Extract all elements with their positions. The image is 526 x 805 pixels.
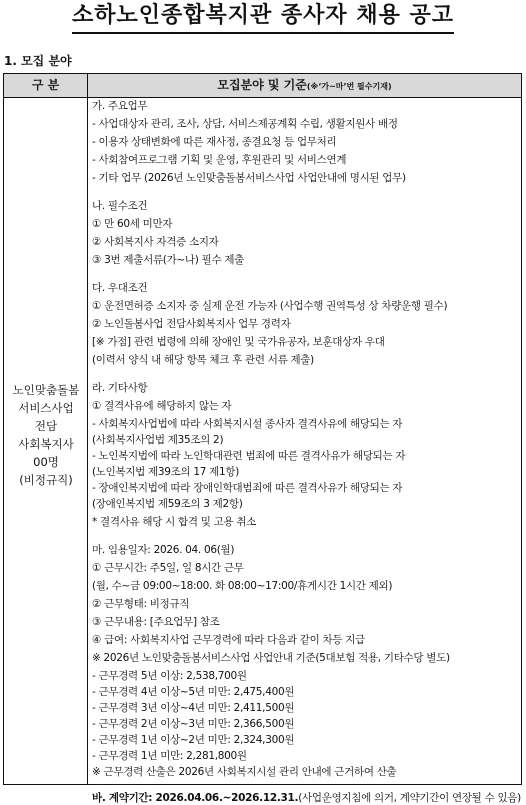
criteria-line: - 사회참여프로그램 기획 및 운영, 후원관리 및 서비스연계: [92, 154, 347, 166]
table-header: [4, 74, 521, 98]
criteria-line: ③ 근무내용: [주요업무] 참조: [92, 616, 220, 628]
criteria-line: * 결격사유 해당 시 합격 및 고용 취소: [92, 516, 257, 528]
criteria-line: ① 근무시간: 주5일, 일 8시간 근무: [92, 562, 244, 574]
criteria-line: - 근무경력 1년 이상~2년 미만: 2,324,300원: [92, 734, 295, 746]
criteria-line: (장애인복지법 제59조의 3 제2항): [92, 498, 243, 510]
criteria-line: 다. 우대조건: [92, 282, 148, 294]
criteria-line: 가. 주요업무: [92, 100, 148, 112]
criteria-line: (월, 수~금 09:00~18:00. 화 08:00~17:00/휴게시간 1시간 제외): [92, 580, 393, 592]
header-criteria-main: 모집분야 및 기준: [217, 78, 307, 92]
criteria-line: ① 운전면허증 소지자 중 실제 운전 가능자 (사업수행 권역특성 상 차량운행 필수): [92, 300, 448, 312]
criteria-line: ③ 3번 제출서류(가~나) 필수 제출: [92, 254, 245, 266]
criteria-line: - 장애인복지법에 따라 장애인학대범죄에 따른 결격사유가 해당되는 자: [92, 482, 403, 494]
criteria-line: ① 만 60세 미만자: [92, 218, 173, 230]
criteria-line: - 노인복지법에 따라 노인학대관련 범죄에 따른 결격사유가 해당되는 자: [92, 450, 406, 462]
criteria-line: - 사업대상자 관리, 조사, 상담, 서비스제공계획 수립, 생활지원사 배정: [92, 118, 398, 130]
criteria-line: ① 결격사유에 해당하지 않는 자: [92, 400, 232, 412]
criteria-line: (이력서 양식 내 해당 항목 체크 후 관련 서류 제출): [92, 354, 314, 366]
category-line: 사회복지사: [18, 437, 74, 451]
header-category: 구 분: [4, 74, 88, 97]
criteria-line: ※ 근무경력 산출은 2026년 사회복지시설 관리 안내에 근거하여 산출: [92, 766, 397, 778]
criteria-line: [※ 가점] 관련 법령에 의해 장애인 및 국가유공자, 보훈대상자 우대: [92, 336, 385, 348]
header-criteria-note: (※‘가~마’번 필수기재): [306, 82, 392, 91]
criteria-line: - 근무경력 5년 이상: 2,538,700원: [92, 670, 247, 682]
criteria-line: 라. 기타사항: [92, 382, 148, 394]
criteria-line: - 기타 업무 (2026년 노인맞춤돌봄서비스사업 사업안내에 명시된 업무): [92, 172, 406, 184]
category-line: 전담: [34, 419, 58, 433]
contract-period-line: [92, 791, 521, 805]
criteria-line: ② 노인돌봄사업 전담사회복지사 업무 경력자: [92, 318, 291, 330]
criteria-line: 마. 임용일자: 2026. 04. 06(월): [92, 544, 235, 556]
contract-period-label: 바. 계약기간: 2026.04.06.~2026.12.31.: [92, 792, 299, 804]
category-line: (비정규직): [19, 473, 73, 487]
criteria-line: - 근무경력 3년 이상~4년 미만: 2,411,500원: [92, 702, 295, 714]
category-line: 노인맞춤돌봄: [12, 383, 80, 397]
section-title: 1. 모집 분야: [4, 54, 72, 68]
criteria-line: ② 사회복지사 자격증 소지자: [92, 236, 219, 248]
category-line: 서비스사업: [18, 401, 74, 415]
criteria-line: ② 근무형태: 비정규직: [92, 598, 190, 610]
criteria-line: 나. 필수조건: [92, 200, 148, 212]
criteria-line: - 근무경력 2년 이상~3년 미만: 2,366,500원: [92, 718, 295, 730]
criteria-line: (노인복지법 제39조의 17 제1항): [92, 466, 240, 478]
criteria-line: ④ 급여: 사회복지사업 근무경력에 따라 다음과 같이 차등 지급: [92, 634, 365, 646]
criteria-line: - 이용자 상태변화에 따른 재사정, 종결요청 등 업무처리: [92, 136, 337, 148]
category-line: 00명: [33, 455, 59, 469]
category-cell: [4, 98, 88, 784]
recruitment-table: [3, 73, 522, 804]
criteria-line: - 근무경력 1년 미만: 2,281,800원: [92, 750, 247, 762]
category-text: [4, 381, 88, 489]
criteria-line: (사회복지사업법 제35조의 2): [92, 434, 224, 446]
criteria-line: - 근무경력 4년 이상~5년 미만: 2,475,400원: [92, 686, 295, 698]
criteria-line: ※ 2026년 노인맞춤돌봄서비스사업 사업안내 기준(5대보험 적용, 기타수당 별도): [92, 652, 450, 664]
page-title: 소하노인종합복지관 종사자 채용 공고: [72, 2, 454, 34]
criteria-line: - 사회복지사업법에 따라 사회복지시설 종사자 결격사유에 해당되는 자: [92, 418, 403, 430]
contract-period-note: (사업운영지침에 의거, 계약기간이 연장될 수 있음): [298, 792, 521, 804]
header-criteria: [88, 74, 521, 97]
